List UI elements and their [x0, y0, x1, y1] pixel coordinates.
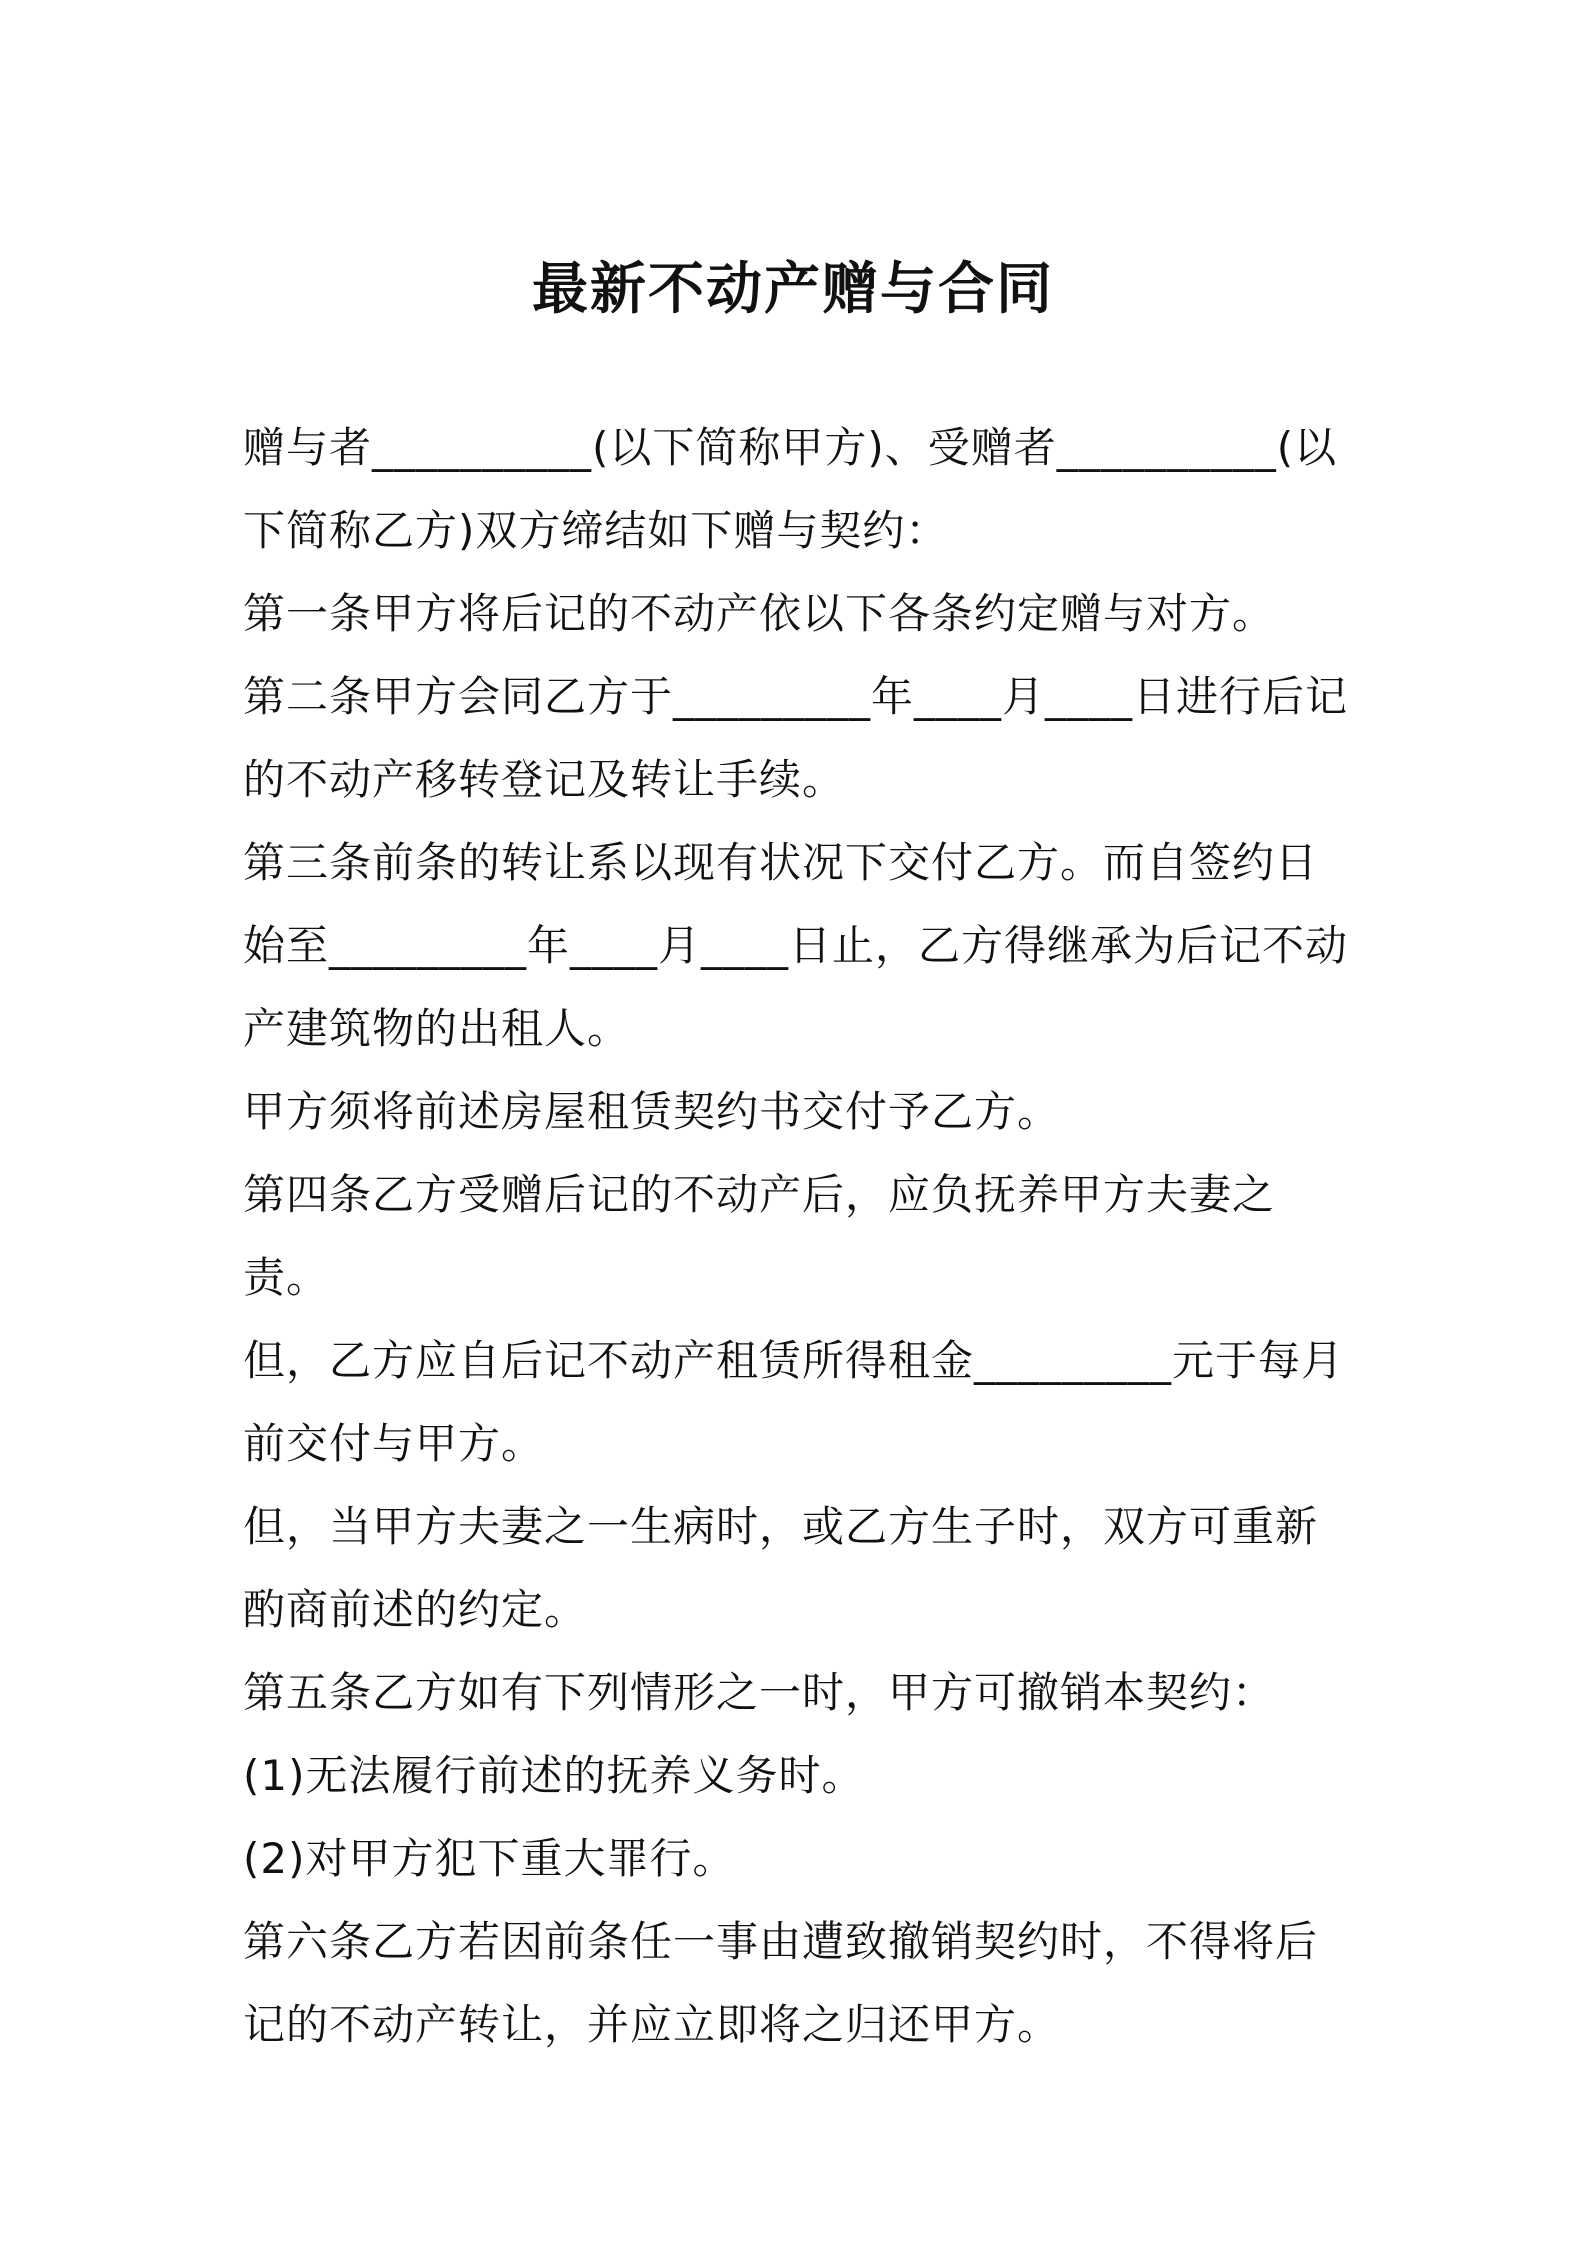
paragraph-renegotiation: 但，当甲方夫妻之一生病时，或乙方生子时，双方可重新酌商前述的约定。 — [243, 1502, 1319, 1634]
paragraph-article-4: 第四条乙方受赠后记的不动产后，应负抚养甲方夫妻之责。 — [243, 1170, 1276, 1302]
paragraph-condition-2: (2)对甲方犯下重大罪行。 — [243, 1834, 736, 1883]
paragraph-article-3: 第三条前条的转让系以现有状况下交付乙方。而自签约日始至_________年____月____日止，乙方得继承为后记不动产建筑物的出租人。 — [243, 838, 1349, 1053]
paragraph-article-5: 第五条乙方如有下列情形之一时，甲方可撤销本契约： — [243, 1668, 1276, 1717]
paragraph-article-6: 第六条乙方若因前条任一事由遭致撤销契约时，不得将后记的不动产转让，并应立即将之归还甲方。 — [243, 1917, 1319, 2049]
document-body — [243, 406, 1358, 2066]
paragraph-preamble: 赠与者__________(以下简称甲方)、受赠者__________(以下简称乙方)双方缔结如下赠与契约： — [243, 423, 1338, 555]
paragraph-rent-payment: 但，乙方应自后记不动产租赁所得租金_________元于每月前交付与甲方。 — [243, 1336, 1345, 1468]
paragraph-lease-handover: 甲方须将前述房屋租赁契约书交付予乙方。 — [243, 1087, 1061, 1136]
paragraph-article-2: 第二条甲方会同乙方于_________年____月____日进行后记的不动产移转登记及转让手续。 — [243, 672, 1349, 804]
document-title: 最新不动产赠与合同 — [532, 257, 1054, 322]
paragraph-condition-1: (1)无法履行前述的抚养义务时。 — [243, 1751, 865, 1800]
paragraph-article-1: 第一条甲方将后记的不动产依以下各条约定赠与对方。 — [243, 589, 1276, 638]
